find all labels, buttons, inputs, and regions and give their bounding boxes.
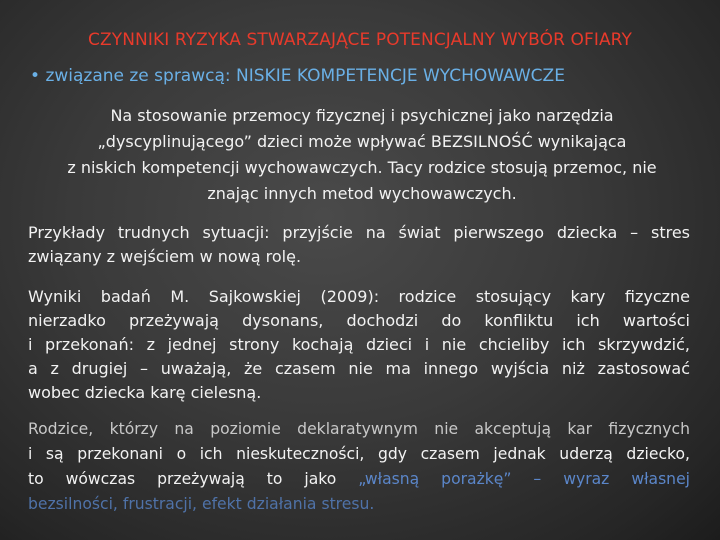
slide-title: CZYNNIKI RYZYKA STWARZAJĄCE POTENCJALNY WYBÓR OFIARY [88,30,632,50]
parents-line: Rodzice, którzy na poziomie deklaratywnym nie akceptują kar fizycznych [28,420,690,438]
parents-line3-start: to wówczas przeżywają to jako [28,470,359,488]
research-paragraph [28,285,690,405]
intro-line: Na stosowanie przemocy fizycznej i psychicznej jako narzędzia [110,106,614,125]
intro-line: z niskich kompetencji wychowawczych. Tacy rodzice stosują przemoc, nie [67,158,657,177]
own-failure-quote: „własną porażkę” – wyraz własnej [358,470,690,488]
examples-line: związany z wejściem w nową rolę. [28,247,302,266]
bullet-highlight: NISKIE KOMPETENCJE WYCHOWAWCZE [236,66,565,86]
parents-paragraph [28,417,690,517]
examples-paragraph [28,221,690,269]
research-line: wobec dziecka karę cielesną. [28,383,262,402]
parents-line: i są przekonani o ich nieskuteczności, gdy czasem jednak uderzą dziecko, [28,445,690,463]
parents-line: bezsilności, frustracji, efekt działania stresu. [28,495,375,513]
research-line: nierzadko przeżywają dysonans, dochodzi do konfliktu ich wartości [28,311,690,330]
intro-line: „dyscyplinującego” dzieci może wpływać BEZSILNOŚĆ wynikająca [97,132,627,151]
bullet-line [30,66,565,86]
research-line: Wyniki badań M. Sajkowskiej (2009): rodzice stosujący kary fizyczne [28,287,690,306]
intro-line: znając innych metod wychowawczych. [207,184,517,203]
bullet-lead: związane ze sprawcą: [45,66,237,86]
parents-line [28,467,690,492]
research-line: i przekonań: z jednej strony kochają dzieci i nie chcieliby ich skrzywdzić, [28,335,690,354]
intro-paragraph [40,103,684,207]
examples-line: Przykłady trudnych sytuacji: przyjście na świat pierwszego dziecka – stres [28,223,690,242]
research-line: a z drugiej – uważają, że czasem nie ma innego wyjścia niż zastosować [28,359,690,378]
bullet-marker: • [30,66,41,86]
